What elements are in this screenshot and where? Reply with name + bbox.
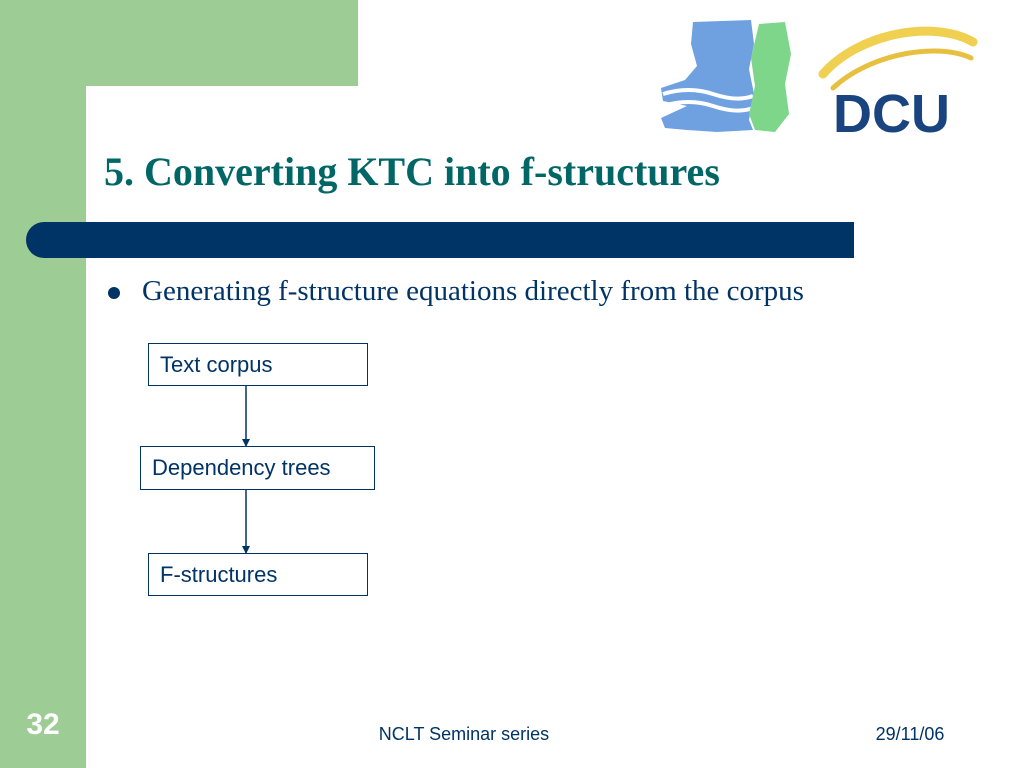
node-f-structures [148, 553, 368, 596]
bullet-text: Generating f-structure equations directly from the corpus [142, 275, 804, 307]
node-label: Dependency trees [152, 455, 331, 480]
slide-number: 32 [26, 708, 60, 741]
footer-date: 29/11/06 [875, 724, 945, 744]
logo-text: DCU [833, 84, 950, 144]
slide-title: 5. Converting KTC into f-structures [104, 149, 720, 194]
node-label: F-structures [160, 561, 278, 587]
node-label: Text corpus [160, 351, 273, 377]
footer-series: NCLT Seminar series [378, 724, 550, 744]
node-dependency-trees [140, 446, 375, 490]
node-text-corpus [148, 343, 368, 386]
